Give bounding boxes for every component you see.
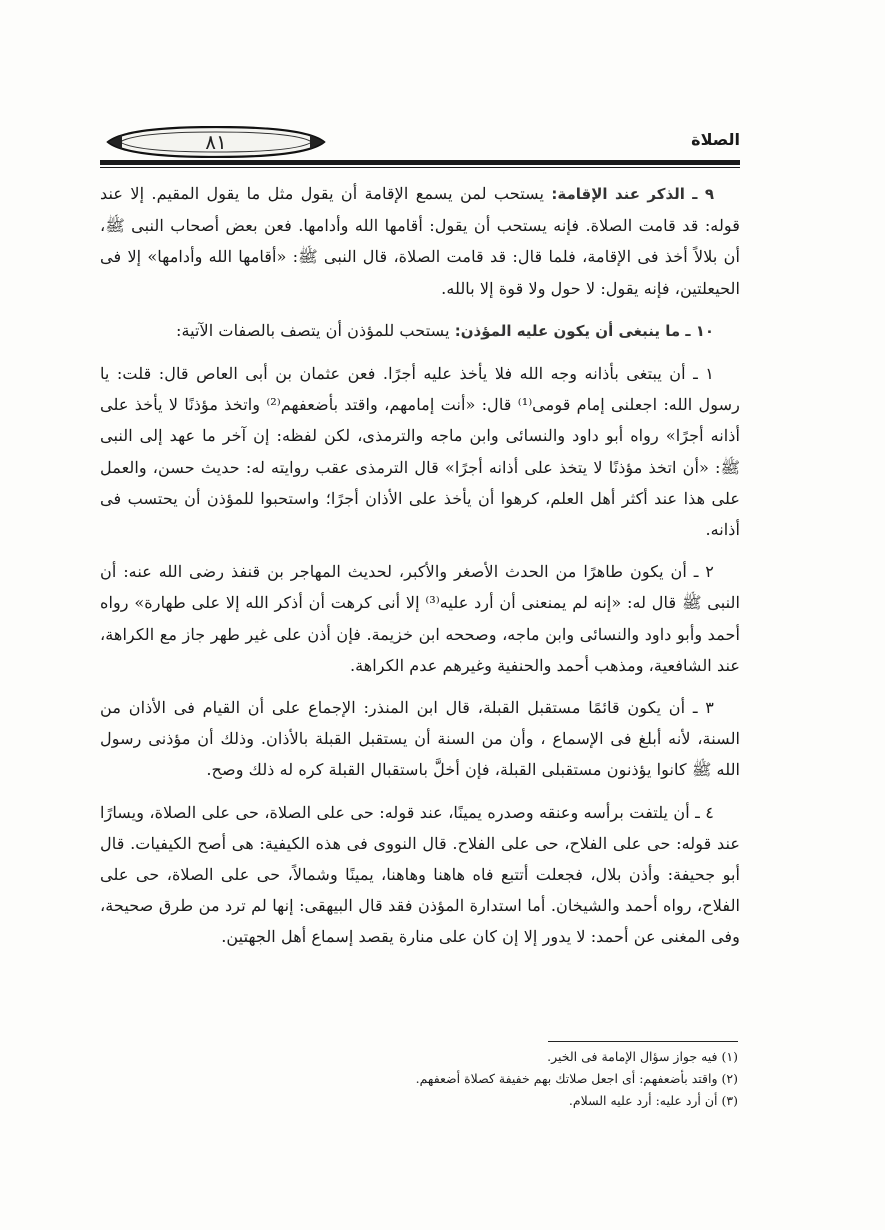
chapter-title: الصلاة <box>691 130 740 149</box>
paragraph-text: ٤ ـ أن يلتفت برأسه وعنقه وصدره يمينًا، عند قوله: حى على الصلاة، حى على الصلاة، ويسارًا عند قوله: حى على الفلاح، حى على الفلاح. قال النووى فى هذه الكيفية: هى أصح الكيفيات. قال أبو جحيفة: وأذن بلال، فجعلت أتتبع فاه هاهنا وهاهنا، يمينًا وشمالاً، حى على الصلاة، حى على الفلاح، رواه أحمد والشيخان. أما استدارة المؤذن فقد قال البيهقى: إنها لم ترد من طرق صحيحة، وفى المغنى عن أحمد: لا يدور إلا إن كان على منارة يقصد إسماع أهل الجهتين. <box>100 802 740 947</box>
header-rule-thin <box>100 167 740 168</box>
paragraph-heading: ٩ ـ الذكر عند الإقامة: <box>551 185 714 203</box>
paragraph <box>100 178 740 304</box>
paragraph <box>100 797 740 953</box>
footnote: (١) فيه جواز سؤال الإمامة فى الخير. <box>547 1049 738 1064</box>
footnote: (٢) واقتد بأضعفهم: أى اجعل صلاتك بهم خفيفة كصلاة أضعفهم. <box>415 1071 738 1086</box>
paragraph-text: يستحب لمن يسمع الإقامة أن يقول مثل ما يقول المقيم. إلا عند قوله: قد قامت الصلاة. فإنه يستحب أن يقول: أقامها الله وأدامها. فعن بعض أصحاب النبى ﷺ، أن بلالاً أخذ فى الإقامة، فلما قال: قد قامت الصلاة، قال النبى ﷺ: «أقامها الله وأدامها» إلا فى الحيعلتين، فإنه يقول: لا حول ولا قوة إلا بالله. <box>100 184 740 298</box>
paragraph <box>100 358 740 545</box>
page-number: ٨١ <box>205 130 227 154</box>
paragraph-heading: ١٠ ـ ما ينبغى أن يكون عليه المؤذن: <box>454 321 714 340</box>
paragraph-text: ٢ ـ أن يكون طاهرًا من الحدث الأصغر والأكبر، لحديث المهاجر بن قنفذ رضى الله عنه: أن النبى ﷺ قال له: «إنه لم يمنعنى أن أرد عليه⁽³⁾ إلا أنى كرهت أن أذكر الله إلا على طهارة» رواه أحمد وأبو داود والنسائى وابن ماجه، وصححه ابن خزيمة. فإن أذن على غير طهر جاز مع الكراهة، عند الشافعية، ومذهب أحمد والحنفية وغيرهم عدم الكراهة. <box>100 562 740 675</box>
header-rule-thick <box>100 160 740 165</box>
footnote: (٣) أن أرد عليه: أرد عليه السلام. <box>568 1093 738 1108</box>
paragraph-text: يستحب للمؤذن أن يتصف بالصفات الآتية: <box>175 320 455 340</box>
page-number-badge <box>106 126 326 158</box>
footnote-rule <box>548 1041 738 1042</box>
paragraph <box>100 556 740 681</box>
page-header <box>100 124 740 164</box>
paragraph-text: ١ ـ أن يبتغى بأذانه وجه الله فلا يأخذ عليه أجرًا. فعن عثمان بن أبى العاص قال: قلت: يا رسول الله: اجعلنى إمام قومى⁽¹⁾ قال: «أنت إمامهم، واقتد بأضعفهم⁽²⁾ واتخذ مؤذنًا لا يأخذ على أذانه أجرًا» رواه أبو داود والنسائى وابن ماجه والترمذى، لكن لفظه: إن آخر ما عهد إلى النبى ﷺ: «أن اتخذ مؤذنًا لا يتخذ على أذانه أجرًا» قال الترمذى عقب روايته له: حديث حسن، والعمل على هذا عند أكثر أهل العلم، كرهوا أن يأخذ على الأذان أجرًا؛ واستحبوا للمؤذن أن يحتسب فى أذانه. <box>100 364 740 540</box>
footnotes <box>300 1046 738 1112</box>
paragraph-text: ٣ ـ أن يكون قائمًا مستقبل القبلة، قال ابن المنذر: الإجماع على أن القيام فى الأذان من السنة، لأنه أبلغ فى الإسماع ، وأن من السنة أن يستقبل القبلة بالأذان. وذلك أن مؤذنى رسول الله ﷺ كانوا يؤذنون مستقبلى القبلة، فإن أخلَّ باستقبال القبلة كره له ذلك وصح. <box>100 698 740 780</box>
paragraph <box>100 692 740 786</box>
paragraph <box>100 315 740 347</box>
main-text <box>100 178 740 953</box>
